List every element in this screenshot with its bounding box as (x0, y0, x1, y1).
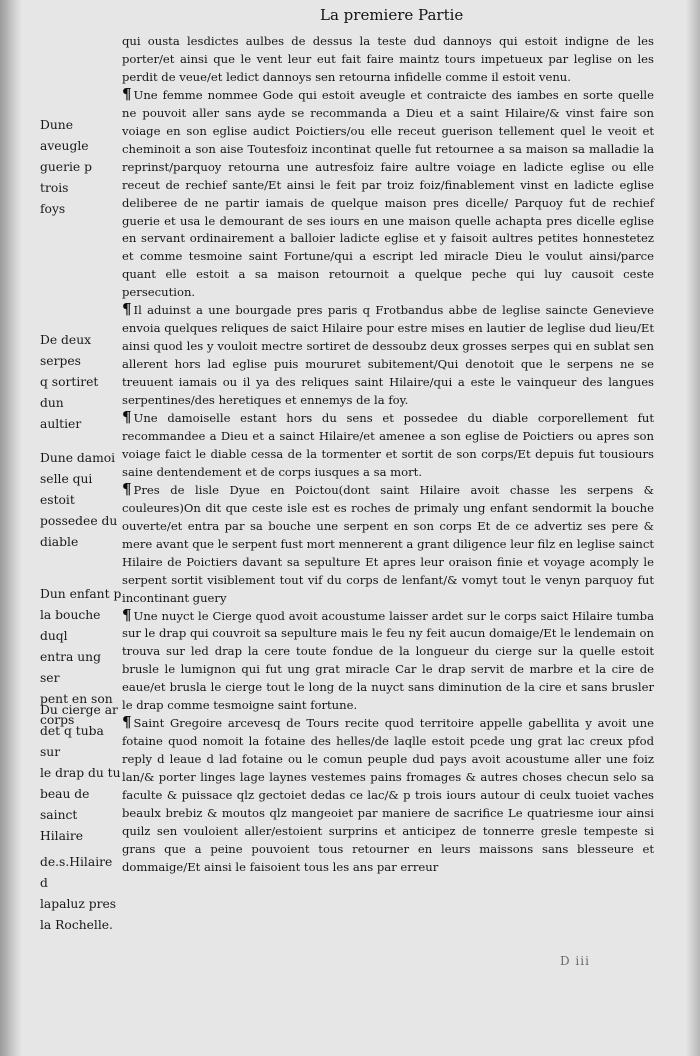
paragraph-text: Une nuyct le Cierge quod avoit acoustume laisser ardet sur le corps saict Hilaire tumba sur le drap qui couvroit sa sepulture mais le feu ny feit aucun domaige/Et le lendemain on trouva sur led drap la cere toute fondue de la longueur du cierge sur la quelle estoit brusle le lumignon qui fut ung grat miracle Car le drap servit de marbre et la cire de eaue/et brusla le cierge tout le long de la nuyct sans diminution de la cire et sans brusler le drap comme tesmoigne saint fortune. (122, 608, 654, 713)
margin-gloss-lapaluz: de.s.Hilaire d lapaluz pres la Rochelle. (40, 855, 117, 932)
margin-gloss-blind-woman: Dune aveugle guerie p trois foys (40, 118, 92, 216)
margin-gloss-possessed-damsel: Dune damoi selle qui estoit possedee du diable (40, 451, 118, 549)
body-text (122, 33, 654, 877)
pilcrow-icon: ¶ (122, 84, 132, 103)
pilcrow-icon: ¶ (122, 408, 132, 427)
margin-gloss-candle: Du cierge ar det q tuba sur le drap du tu beau de sainct Hilaire (40, 703, 121, 843)
pilcrow-icon: ¶ (122, 479, 132, 498)
paragraph-possessed-damsel (122, 410, 654, 482)
running-head: La premiere Partie (320, 6, 464, 24)
paragraph-text: Pres de lisle Dyue en Poictou(dont saint Hilaire avoit chasse les serpens & couleures)On dit que ceste isle est es roches de primaly ung enfant sendormit la bouche ouverte/et entra par sa bouche une serpent en son corps Et de ce advertiz ses pere & mere avant que le serpent fust mort mennerent a grant diligence leur filz en leglise sainct Hilaire de Poictiers davant sa sepulture Et apres leur oraison finie et voyage acomply le serpent sortit visiblement tout vif du corps de lenfant/& vomyt tout le venyn parquoy fut incontinant guery (122, 482, 654, 605)
paragraph-blind-woman (122, 84, 654, 302)
pilcrow-icon: ¶ (122, 605, 132, 624)
margin-gloss-child-serpent: Dun enfant p la bouche duql entra ung ser pent en son corps (40, 587, 122, 727)
paragraph-continuation (122, 33, 654, 87)
page-edge-shadow (686, 0, 700, 1056)
signature-mark: D iii (560, 954, 590, 968)
paragraph-text: Il aduinst a une bourgade pres paris q Frotbandus abbe de leglise saincte Genevieve envoia quelques reliques de saict Hilaire pour estre mises en lautier de leglise dud lieu/Et ainsi quod les y vouloit mectre sortiret de dessoubz deux grosses serpes qui en sublat sen allerent hors lad eglise puis moururet subitement/Qui denotoit que le serpens ne se treuuent iamais ou il ya des reliques saint Hilaire/qui a este le vainqueur des langues serpentines/des heretiques et ennemys de la foy. (122, 303, 654, 408)
paragraph-child-serpent (122, 479, 654, 608)
pilcrow-icon: ¶ (122, 713, 132, 732)
page-gutter-shadow (0, 0, 22, 1056)
paragraph-gregory-fountain (122, 715, 654, 877)
paragraph-text: qui ousta lesdictes aulbes de dessus la teste dud dannoys qui estoit indigne de les porter/et ainsi que le vent leur eut fait faire maintz tours impetueux par leglise on les perdit de veue/et ledict dannoys sen retourna infidelle comme il estoit venu. (122, 34, 654, 84)
margin-gloss-two-serpents: De deux serpes q sortiret dun aultier (40, 333, 99, 431)
pilcrow-icon: ¶ (122, 300, 132, 319)
paragraph-text: Une femme nommee Gode qui estoit aveugle et contraicte des iambes en sorte quelle ne pouvoit aller sans ayde se recommanda a Dieu et a saint Hilaire/& vinst faire son voiage en son eglise audict Poictiers/ou elle receut guerison tellement quel le veoit et cheminoit a son aise Toutesfoiz incontinat quelle fut retournee a sa maison sa malladie la reprinst/parquoy retourna une autresfoiz faire aultre voiage en ladicte eglise ou elle receut de rechief sante/Et ainsi le feit par troiz foiz/finablement vinst en ladicte eglise deliberee de ne partir iamais de quelque maison pres dicelle/ Parquoy fut de rechief guerie et usa le demourant de ses iours en une maison quelle achapta pres dicelle eglise en servant ordinairement a balloier ladicte eglise et y faisoit aultres petites honnestetez et comme tesmoine saint Fortune/qui a escript led miracle Dieu le voulut ainsi/parce quant elle estoit a sa maison retournoit a quelque peche qui luy causoit ceste persecution. (122, 87, 654, 300)
paragraph-candle-miracle (122, 605, 654, 716)
paragraph-two-serpents (122, 302, 654, 410)
paragraph-text: Saint Gregoire arcevesq de Tours recite quod territoire appelle gabellita y avoit une fotaine quod nomoit la fotaine des helles/de laqlle estoit pcede ung grat lac creux pfod reply d leaue d lad fotaine ou le comun peuple dud pays avoit acoustume aller une foiz lan/& porter linges lage laynes vestemes pains fromages & autres choses checun selo sa faculte & puissace qlz gectoiet dedas ce lac/& p trois iours autour di ceulx tuoiet vaches beaulx brebiz & moutos qlz mangeoiet par maniere de sacrifice Le quatriesme iour ainsi quilz sen vouloient aller/estoient surprins et anticipez de tonnerre gresle tempeste si grans que a peine pouvoient tous retourner en leurs maissons sans blesseure et dommaige/Et ainsi le faisoient tous les ans par erreur (122, 716, 654, 874)
paragraph-text: Une damoiselle estant hors du sens et possedee du diable corporellement fut recommandee a Dieu et a sainct Hilaire/et amenee a son eglise de Poictiers ou apres son voiage faict le diable cessa de la tormenter et sortit de son corps/Et depuis fut tousiours saine dentendement et de corps iusques a sa mort. (122, 411, 654, 479)
